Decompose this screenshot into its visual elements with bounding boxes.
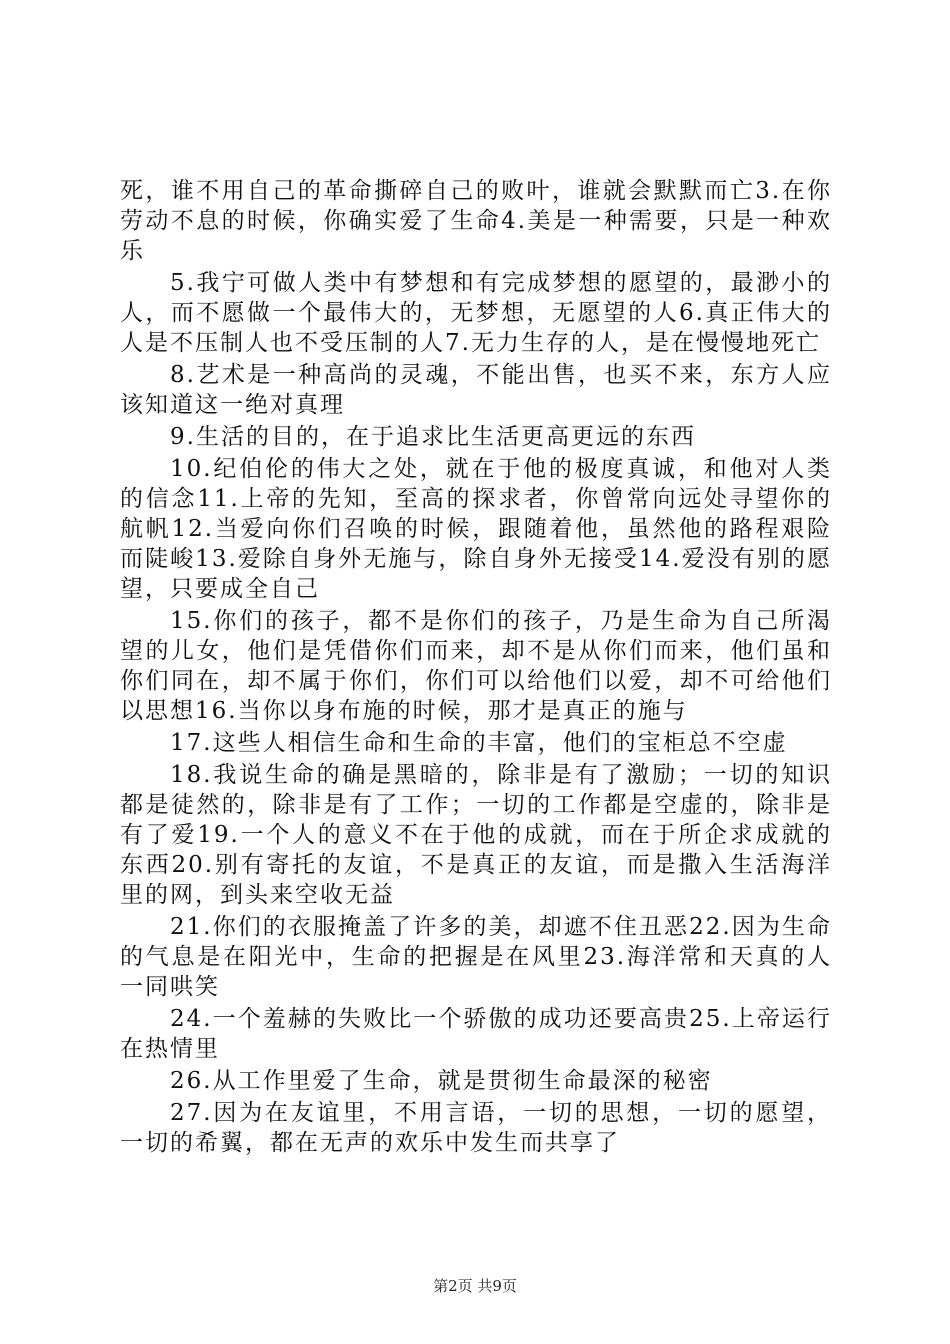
paragraph: 27.因为在友谊里，不用言语，一切的思想，一切的愿望，一切的希翼，都在无声的欢乐中发生而共享了 bbox=[120, 1100, 832, 1156]
paragraph: 26.从工作里爱了生命，就是贯彻生命最深的秘密 bbox=[170, 1068, 713, 1094]
paragraph: 21.你们的衣服掩盖了许多的美，却遮不住丑恶22.因为生命的气息是在阳光中，生命的把握是在风里23.海洋常和天真的人一同哄笑 bbox=[120, 914, 832, 1000]
paragraph: 18.我说生命的确是黑暗的，除非是有了激励；一切的知识都是徒然的，除非是有了工作；一切的工作都是空虚的，除非是有了爱19.一个人的意义不在于他的成就，而在于所企求成就的东西20.别有寄托的友谊，不是真正的友谊，而是撒入生活海洋里的网，到头来空收无益 bbox=[120, 762, 832, 908]
paragraph: 9.生活的目的，在于追求比生活更高更远的东西 bbox=[170, 424, 696, 450]
paragraph: 15.你们的孩子，都不是你们的孩子，乃是生命为自己所渴望的儿女，他们是凭借你们而来，却不是从你们而来，他们虽和你们同在，却不属于你们，你们可以给他们以爱，却不可给他们以思想16.当你以身布施的时候，那才是真正的施与 bbox=[120, 608, 832, 724]
paragraph: 17.这些人相信生命和生命的丰富，他们的宝柜总不空虚 bbox=[170, 730, 788, 756]
paragraph: 5.我宁可做人类中有梦想和有完成梦想的愿望的，最渺小的人，而不愿做一个最伟大的，无梦想，无愿望的人6.真正伟大的人是不压制人也不受压制的人7.无力生存的人，是在慢慢地死亡 bbox=[120, 270, 832, 356]
document-body bbox=[120, 176, 832, 1160]
page-number-footer: 第2页 共9页 bbox=[433, 1277, 517, 1295]
paragraph: 24.一个羞赫的失败比一个骄傲的成功还要高贵25.上帝运行在热情里 bbox=[120, 1006, 832, 1062]
paragraph-continuation: 死，谁不用自己的革命撕碎自己的败叶，谁就会默默而亡3.在你劳动不息的时候，你确实爱了生命4.美是一种需要，只是一种欢乐 bbox=[120, 178, 832, 264]
paragraph: 10.纪伯伦的伟大之处，就在于他的极度真诚，和他对人类的信念11.上帝的先知，至高的探求者，你曾常向远处寻望你的航帆12.当爱向你们召唤的时候，跟随着他，虽然他的路程艰险而陡峻13.爱除自身外无施与，除自身外无接受14.爱没有别的愿望，只要成全自己 bbox=[120, 456, 832, 602]
paragraph: 8.艺术是一种高尚的灵魂，不能出售，也买不来，东方人应该知道这一绝对真理 bbox=[120, 362, 832, 418]
